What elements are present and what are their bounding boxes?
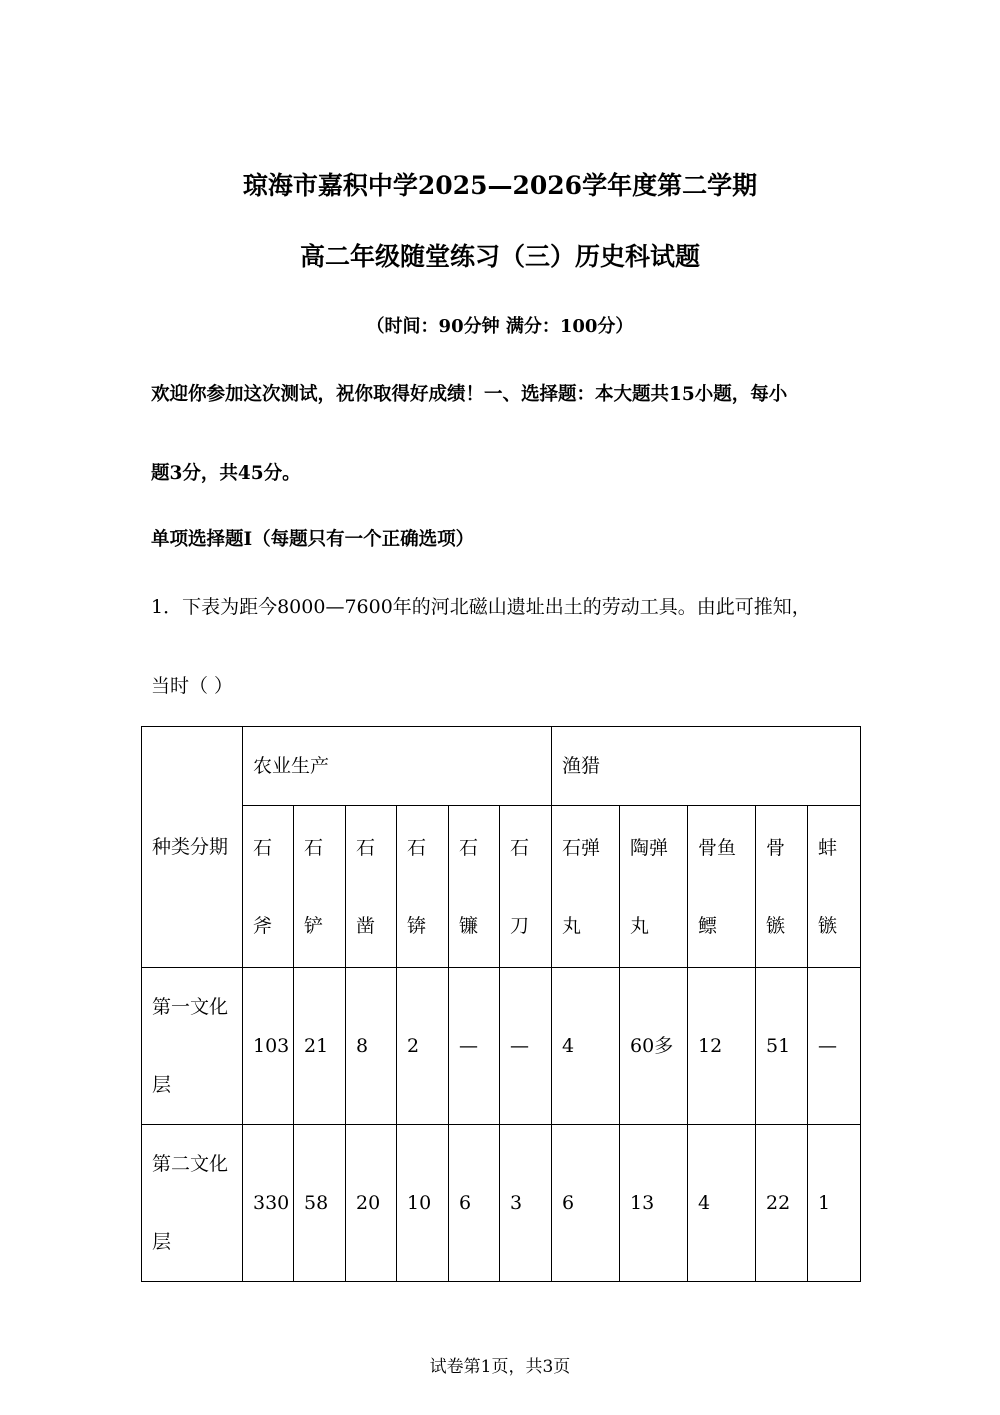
tool-header: 石 凿 bbox=[346, 806, 397, 968]
table-cell: 10 bbox=[397, 1125, 449, 1282]
tool-header: 陶弹 丸 bbox=[620, 806, 688, 968]
group-header-agriculture: 农业生产 bbox=[243, 727, 552, 806]
table-cell: 22 bbox=[756, 1125, 808, 1282]
question1-stem-line1: 1．下表为距今8000—7600年的河北磁山遗址出土的劳动工具。由此可推知， bbox=[151, 596, 811, 618]
table-cell: 330 bbox=[243, 1125, 294, 1282]
table-cell: 21 bbox=[294, 968, 346, 1125]
tool-header: 石 刀 bbox=[500, 806, 552, 968]
table-cell: 6 bbox=[449, 1125, 500, 1282]
table-cell: — bbox=[500, 968, 552, 1125]
table-cell: 4 bbox=[688, 1125, 756, 1282]
welcome-text-line2: 题3分，共45分。 bbox=[151, 463, 301, 484]
tool-header: 石 铲 bbox=[294, 806, 346, 968]
table-row bbox=[142, 968, 861, 1125]
tool-header: 石弹 丸 bbox=[552, 806, 620, 968]
group-header-fishing-hunting: 渔猎 bbox=[552, 727, 861, 806]
table-cell: 6 bbox=[552, 1125, 620, 1282]
tool-header: 骨 镞 bbox=[756, 806, 808, 968]
page-footer: 试卷第1页，共3页 bbox=[429, 1357, 571, 1377]
section-title: 单项选择题Ⅰ（每题只有一个正确选项） bbox=[151, 529, 475, 550]
table-cell: 60多 bbox=[620, 968, 688, 1125]
table-cell: 20 bbox=[346, 1125, 397, 1282]
table-cell: 51 bbox=[756, 968, 808, 1125]
table-cell: 1 bbox=[808, 1125, 861, 1282]
table-cell: 103 bbox=[243, 968, 294, 1125]
table-cell: — bbox=[449, 968, 500, 1125]
exam-title-line1: 琼海市嘉积中学2025—2026学年度第二学期 bbox=[242, 171, 758, 200]
exam-time-info: （时间：90分钟 满分：100分） bbox=[366, 316, 634, 337]
tool-header: 石 锛 bbox=[397, 806, 449, 968]
table-row bbox=[142, 1125, 861, 1282]
table-cell: — bbox=[808, 968, 861, 1125]
welcome-text-line1: 欢迎你参加这次测试，祝你取得好成绩！一、选择题：本大题共15小题，每小 bbox=[151, 384, 788, 405]
row-label: 第一文化 层 bbox=[142, 968, 243, 1125]
row-label: 第二文化 层 bbox=[142, 1125, 243, 1282]
table-cell: 3 bbox=[500, 1125, 552, 1282]
table-cell: 13 bbox=[620, 1125, 688, 1282]
tool-header: 蚌 镞 bbox=[808, 806, 861, 968]
table-cell: 4 bbox=[552, 968, 620, 1125]
table-cell: 12 bbox=[688, 968, 756, 1125]
table-cell: 2 bbox=[397, 968, 449, 1125]
exam-title-line2: 高二年级随堂练习（三）历史科试题 bbox=[299, 242, 700, 271]
tool-header: 石 斧 bbox=[243, 806, 294, 968]
tool-header: 石 镰 bbox=[449, 806, 500, 968]
table-cell: 8 bbox=[346, 968, 397, 1125]
table-cell: 58 bbox=[294, 1125, 346, 1282]
tools-table bbox=[141, 726, 861, 1282]
table-corner-header: 种类分期 bbox=[142, 727, 243, 968]
tool-header: 骨鱼 鳔 bbox=[688, 806, 756, 968]
question1-stem-line2: 当时（ ） bbox=[151, 675, 234, 697]
